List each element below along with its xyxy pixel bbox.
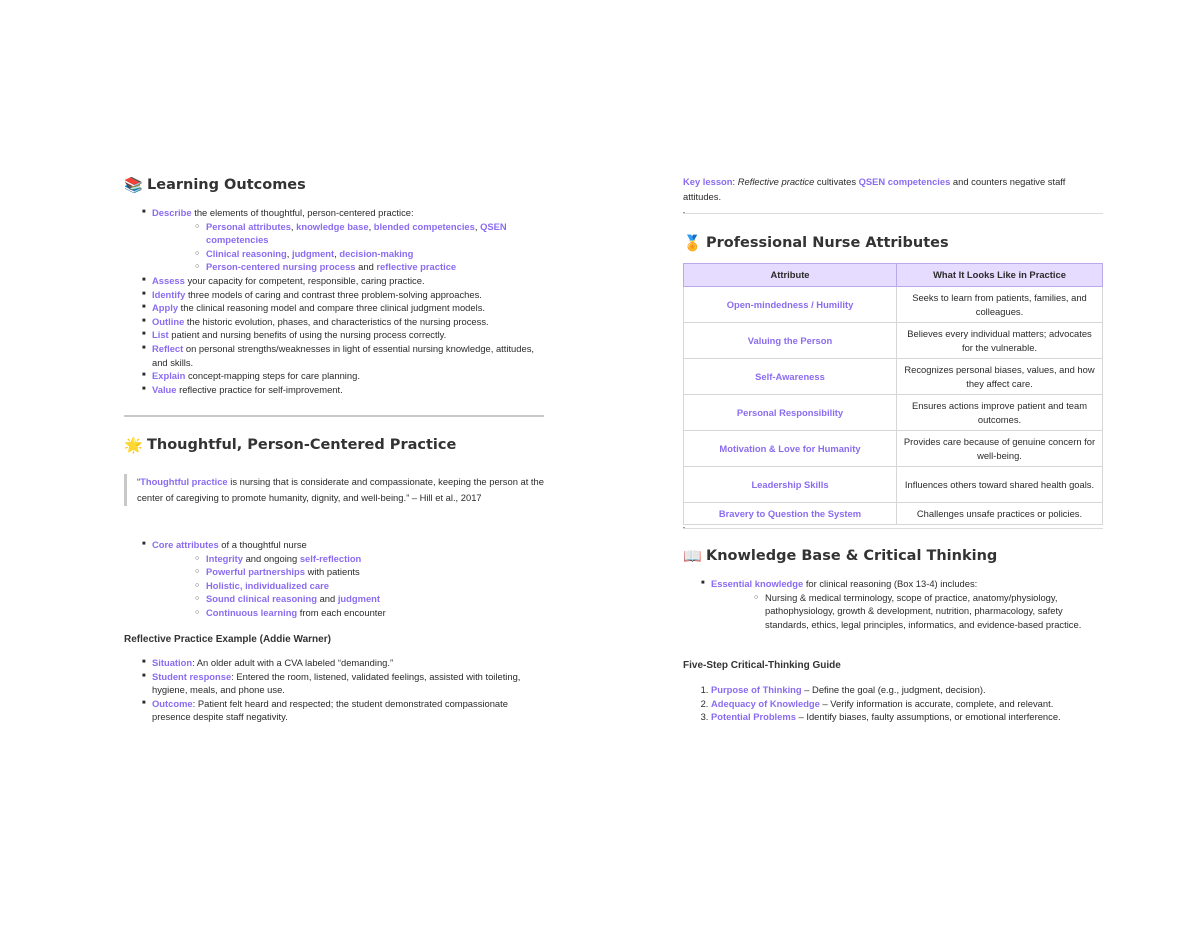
- book-icon: 📖: [683, 547, 702, 565]
- table-row: Motivation & Love for Humanity Provides care because of genuine concern for well-being.: [684, 431, 1103, 467]
- table-row: Self-Awareness Recognizes personal biases, values, and how they affect care.: [684, 359, 1103, 395]
- attributes-title: Professional Nurse Attributes: [706, 235, 949, 251]
- list-item: ○ Nursing & medical terminology, scope of practice, anatomy/physiology, pathophysiology, growth & development, nutrition, pharmacology, safety standards, ethics, legal principles, informatics, and evidence-based practice.: [711, 591, 1103, 632]
- books-icon: 📚: [124, 176, 143, 194]
- attributes-table: [683, 263, 1103, 525]
- list-item: ■ Core attributes of a thoughtful nurse ○ Integrity and ongoing self-reflection ○ Powerful partnerships with patients ○ Holistic, individualized care ○ Sound clinical reasoning and judgment ○ Continuous learning from each encounter: [124, 538, 544, 620]
- learning-outcomes-list: [124, 206, 544, 396]
- knowledge-title: Knowledge Base & Critical Thinking: [706, 548, 998, 564]
- list-item: 3. Potential Problems – Identify biases, faulty assumptions, or emotional interference.: [711, 710, 1103, 724]
- list-item: ○ Personal attributes, knowledge base, blended competencies, QSEN competencies: [152, 220, 544, 247]
- list-item: 2. Adequacy of Knowledge – Verify information is accurate, complete, and relevant.: [711, 697, 1103, 711]
- example-list: [124, 656, 544, 724]
- list-item: ■ Essential knowledge for clinical reasoning (Box 13-4) includes: ○ Nursing & medical terminology, scope of practice, anatomy/physiology, pathophysiology, growth & development, nutrition, pharmacology, safety standards, ethics, legal principles, informatics, and evidence-based practice.: [683, 577, 1103, 631]
- guide-steps: [683, 683, 1103, 724]
- list-item: ■ Outcome: Patient felt heard and respected; the student demonstrated compassionate presence despite staff negativity.: [124, 697, 544, 724]
- list-item: ○ Continuous learning from each encounter: [152, 606, 544, 620]
- list-item: ■ Identify three models of caring and contrast three problem-solving approaches.: [124, 288, 544, 302]
- essential-knowledge-list: [683, 577, 1103, 631]
- list-item: ○ Holistic, individualized care: [152, 579, 544, 593]
- definition-quote: “Thoughtful practice is nursing that is considerate and compassionate, keeping the person at the center of caregiving to promote humanity, dignity, and well-being.” – Hill et al., 2017: [124, 474, 545, 506]
- list-item: ■ Assess your capacity for competent, responsible, caring practice.: [124, 274, 544, 288]
- core-attributes-list: [124, 538, 544, 620]
- attributes-heading: [683, 234, 949, 252]
- table-row: Open-mindedness / Humility Seeks to learn from patients, families, and colleagues.: [684, 287, 1103, 323]
- list-item: ■ Value reflective practice for self-improvement.: [124, 383, 544, 397]
- list-item: ■ Outline the historic evolution, phases, and characteristics of the nursing process.: [124, 315, 544, 329]
- column-header-attribute: Attribute: [684, 264, 897, 287]
- table-row: Valuing the Person Believes every individual matters; advocates for the vulnerable.: [684, 323, 1103, 359]
- table-row: Personal Responsibility Ensures actions improve patient and team outcomes.: [684, 395, 1103, 431]
- thoughtful-practice-heading: [124, 436, 456, 454]
- medal-icon: 🏅: [683, 234, 702, 252]
- list-item: ■ Student response: Entered the room, listened, validated feelings, assisted with toileting, hygiene, meals, and phone use.: [124, 670, 544, 697]
- thoughtful-practice-title: Thoughtful, Person-Centered Practice: [147, 437, 457, 453]
- list-item: ■ Reflect on personal strengths/weaknesses in light of essential nursing knowledge, attitudes, and skills.: [124, 342, 544, 369]
- knowledge-heading: [683, 547, 997, 565]
- divider: [683, 528, 1103, 529]
- learning-outcomes-heading: [124, 176, 306, 194]
- list-item: ○ Integrity and ongoing self-reflection: [152, 552, 544, 566]
- list-item: ■ Explain concept-mapping steps for care planning.: [124, 369, 544, 383]
- divider: [683, 213, 1103, 214]
- list-item: ○ Person-centered nursing process and reflective practice: [152, 260, 544, 274]
- table-row: Leadership Skills Influences others toward shared health goals.: [684, 467, 1103, 503]
- list-item: 1. Purpose of Thinking – Define the goal (e.g., judgment, decision).: [711, 683, 1103, 697]
- list-item: ■ List patient and nursing benefits of using the nursing process correctly.: [124, 328, 544, 342]
- table-row: Bravery to Question the System Challenges unsafe practices or policies.: [684, 503, 1103, 525]
- table-header-row: [684, 264, 1103, 287]
- list-item: ■ Apply the clinical reasoning model and compare three clinical judgment models.: [124, 301, 544, 315]
- key-lesson: Key lesson: Reflective practice cultivates QSEN competencies and counters negative staff attitudes.: [683, 176, 1066, 202]
- example-heading: Reflective Practice Example (Addie Warner): [124, 634, 331, 645]
- learning-outcomes-title: Learning Outcomes: [147, 177, 306, 193]
- divider: [124, 415, 544, 417]
- list-item: ■ Situation: An older adult with a CVA labeled “demanding.”: [124, 656, 544, 670]
- star-icon: 🌟: [124, 436, 143, 454]
- list-item: ○ Sound clinical reasoning and judgment: [152, 592, 544, 606]
- column-header-practice: What It Looks Like in Practice: [897, 264, 1103, 287]
- list-item: ■ Describe the elements of thoughtful, person-centered practice: ○ Personal attributes, knowledge base, blended competencies, QSEN competencies ○ Clinical reasoning, judgment, decision-making ○ Person-centered nursing process and reflective practice: [124, 206, 544, 274]
- list-item: ○ Powerful partnerships with patients: [152, 565, 544, 579]
- list-item: ○ Clinical reasoning, judgment, decision-making: [152, 247, 544, 261]
- guide-heading: Five-Step Critical-Thinking Guide: [683, 660, 841, 671]
